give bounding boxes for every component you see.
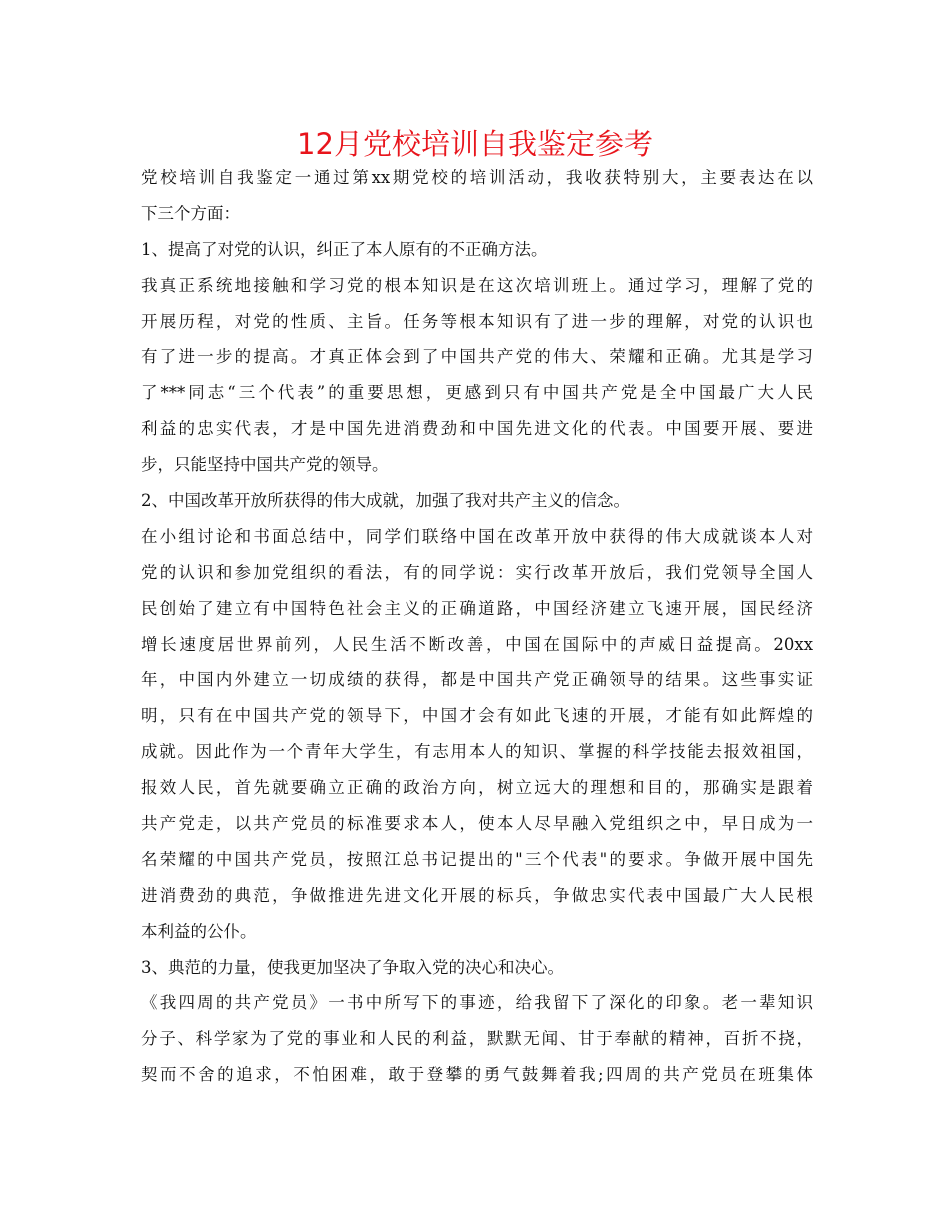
body-line: 下三个方面： xyxy=(141,203,240,223)
body-line: 有了进一步的提高。才真正体会到了中国共产党的伟大、荣耀和正确。尤其是学习 xyxy=(141,347,813,367)
body-line: 《我四周的共产党员》一书中所写下的事迹，给我留下了深化的印象。老一辈知识 xyxy=(141,993,813,1013)
body-line: 契而不舍的追求，不怕困难，敢于登攀的勇气鼓舞着我;四周的共产党员在班集体 xyxy=(141,1065,813,1085)
body-line: 2、中国改革开放所获得的伟大成就，加强了我对共产主义的信念。 xyxy=(141,491,630,511)
body-line: 党校培训自我鉴定一通过第xx期党校的培训活动，我收获特别大，主要表达在以 xyxy=(141,168,813,187)
body-line: 明，只有在中国共产党的领导下，中国才会有如此飞速的开展，才能有如此辉煌的 xyxy=(141,706,813,726)
body-line: 进消费劲的典范，争做推进先进文化开展的标兵，争做忠实代表中国最广大人民根 xyxy=(141,885,813,905)
body-line: 党的认识和参加党组织的看法，有的同学说：实行改革开放后，我们党领导全国人 xyxy=(141,562,813,582)
body-line: 增长速度居世界前列，人民生活不断改善，中国在国际中的声威日益提高。20xx xyxy=(141,634,813,654)
body-line: 步，只能坚持中国共产党的领导。 xyxy=(141,455,389,475)
body-line: 利益的忠实代表，才是中国先进消费劲和中国先进文化的代表。中国要开展、要进 xyxy=(141,419,813,439)
body-line: 民创始了建立有中国特色社会主义的正确道路，中国经济建立飞速开展，国民经济 xyxy=(141,598,813,618)
body-line: 年，中国内外建立一切成绩的获得，都是中国共产党正确领导的结果。这些事实证 xyxy=(141,670,813,690)
body-line: 共产党走，以共产党员的标准要求本人，使本人尽早融入党组织之中，早日成为一 xyxy=(141,814,813,834)
document-body xyxy=(141,160,813,1093)
body-line: 我真正系统地接触和学习党的根本知识是在这次培训班上。通过学习，理解了党的 xyxy=(141,275,813,295)
body-line: 开展历程，对党的性质、主旨。任务等根本知识有了进一步的理解，对党的认识也 xyxy=(141,311,813,331)
body-line: 1、提高了对党的认识，纠正了本人原有的不正确方法。 xyxy=(141,239,548,259)
body-line: 3、典范的力量，使我更加坚决了争取入党的决心和决心。 xyxy=(141,957,564,977)
body-line: 成就。因此作为一个青年大学生，有志用本人的知识、掌握的科学技能去报效祖国， xyxy=(141,742,813,762)
body-line: 了***同志“三个代表”的重要思想，更感到只有中国共产党是全中国最广大人民 xyxy=(141,383,813,403)
body-line: 分子、科学家为了党的事业和人民的利益，默默无闻、甘于奉献的精神，百折不挠， xyxy=(141,1029,813,1049)
body-line: 报效人民，首先就要确立正确的政治方向，树立远大的理想和目的，那确实是跟着 xyxy=(141,778,813,798)
document-title: 12月党校培训自我鉴定参考 xyxy=(297,127,653,161)
body-line: 本利益的公仆。 xyxy=(141,921,257,941)
body-line: 在小组讨论和书面总结中，同学们联络中国在改革开放中获得的伟大成就谈本人对 xyxy=(141,526,813,546)
body-line: 名荣耀的中国共产党员，按照江总书记提出的"三个代表"的要求。争做开展中国先 xyxy=(141,849,813,869)
